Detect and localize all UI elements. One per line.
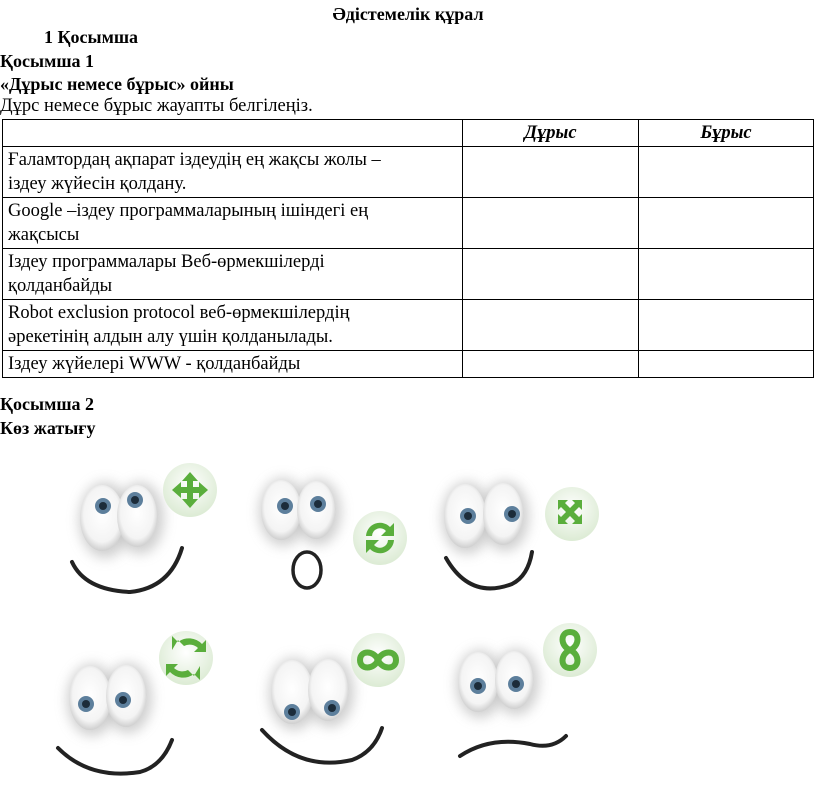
appendix-label: 1 Қосымша [44,27,139,47]
statement-line: әрекетінің алдын алу үшін қолданылады. [8,327,333,347]
statement-line: жақсысы [8,225,80,245]
statement-cell [3,351,463,378]
statement-cell [3,147,463,198]
table-header-row [3,120,814,147]
appendix1-heading: Қосымша 1 [0,51,95,71]
header-false: Бұрыс [639,120,814,147]
false-answer-cell[interactable] [639,147,814,198]
true-answer-cell[interactable] [463,198,639,249]
vertical-loop-icon [543,623,597,677]
statement-line: іздеу жүйесін қолдану. [8,174,187,194]
statement-line: Google –іздеу программаларының ішіндегі ең [8,201,369,221]
true-answer-cell[interactable] [463,249,639,300]
header-true: Дұрыс [463,120,639,147]
false-answer-cell[interactable] [639,300,814,351]
mouth [293,552,321,588]
instruction-text: Дұрс немесе бұрыс жауапты белгілеңіз. [0,96,313,116]
appendix2-heading: Қосымша 2 [0,394,95,414]
false-answer-cell[interactable] [639,351,814,378]
diagonal-arrows-icon [545,487,599,541]
statement-cell [3,249,463,300]
statement-line: Ғаламтордаң ақпарат іздеудің ең жақсы жолы – [8,150,381,170]
eye-exercise-illustration [0,450,816,792]
statement-line: Іздеу программалары Веб-өрмекшілерді [8,252,325,272]
table-row [3,300,814,351]
statement-line: қолданбайды [8,276,113,296]
true-false-table [2,119,814,378]
rotate-arrows-icon [353,511,407,565]
table-row [3,249,814,300]
table-row [3,351,814,378]
statement-line: Іздеу жүйелері WWW - қолданбайды [8,354,301,374]
false-answer-cell[interactable] [639,198,814,249]
game-title: «Дұрыс немесе бұрыс» ойны [0,74,234,94]
true-answer-cell[interactable] [463,300,639,351]
true-answer-cell[interactable] [463,147,639,198]
document-title: Әдістемелік құрал [332,4,484,24]
true-answer-cell[interactable] [463,351,639,378]
exercise-title: Көз жатығу [0,418,96,438]
statement-line: Robot exclusion protocol веб-өрмекшілердің [8,303,350,323]
false-answer-cell[interactable] [639,249,814,300]
header-statement [3,120,463,147]
table-row [3,198,814,249]
horizontal-loop-icon [351,633,405,687]
statement-cell [3,198,463,249]
table-row [3,147,814,198]
circular-arrows-icon [159,631,213,685]
move-arrows-icon [163,463,217,517]
statement-cell [3,300,463,351]
